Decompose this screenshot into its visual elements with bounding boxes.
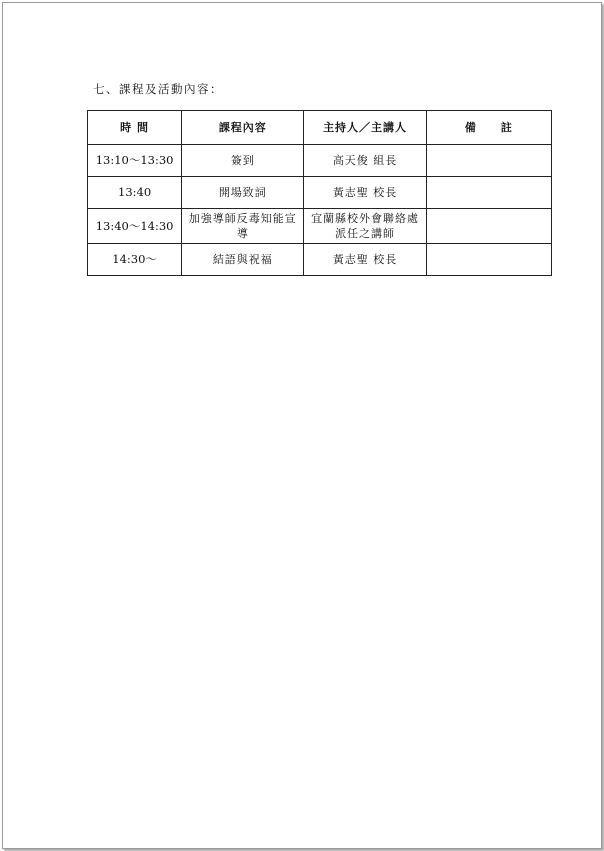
header-content: 課程內容 xyxy=(182,111,304,145)
host-cell xyxy=(304,145,426,177)
document-page xyxy=(2,2,602,849)
note-cell xyxy=(426,209,551,244)
note-cell xyxy=(426,244,551,276)
section-heading: 七、課程及活動內容： xyxy=(93,82,223,96)
table-row xyxy=(88,145,552,177)
table-row xyxy=(88,209,552,244)
content-cell: 加強導師反毒知能宣導 xyxy=(182,209,304,244)
host-cell xyxy=(304,244,426,276)
table-header-row xyxy=(88,111,552,145)
host-line: 黃志聖 校長 xyxy=(332,186,398,199)
time-cell: 14:30～ xyxy=(88,244,182,276)
host-cell xyxy=(304,209,426,244)
header-host: 主持人／主講人 xyxy=(304,111,426,145)
host-line: 高天俊 組長 xyxy=(332,154,398,167)
schedule-table xyxy=(87,110,552,276)
time-cell: 13:10～13:30 xyxy=(88,145,182,177)
content-cell: 簽到 xyxy=(182,145,304,177)
content-cell: 開場致詞 xyxy=(182,177,304,209)
host-cell xyxy=(304,177,426,209)
time-cell: 13:40 xyxy=(88,177,182,209)
note-cell xyxy=(426,145,551,177)
host-line: 黃志聖 校長 xyxy=(332,253,398,266)
host-line: 派任之講師 xyxy=(335,227,396,240)
table-row xyxy=(88,177,552,209)
host-line: 宜蘭縣校外會聯絡處 xyxy=(311,212,420,225)
table-row xyxy=(88,244,552,276)
header-note: 備 註 xyxy=(426,111,551,145)
note-cell xyxy=(426,177,551,209)
header-time: 時 間 xyxy=(88,111,182,145)
time-cell: 13:40～14:30 xyxy=(88,209,182,244)
content-cell: 結語與祝福 xyxy=(182,244,304,276)
